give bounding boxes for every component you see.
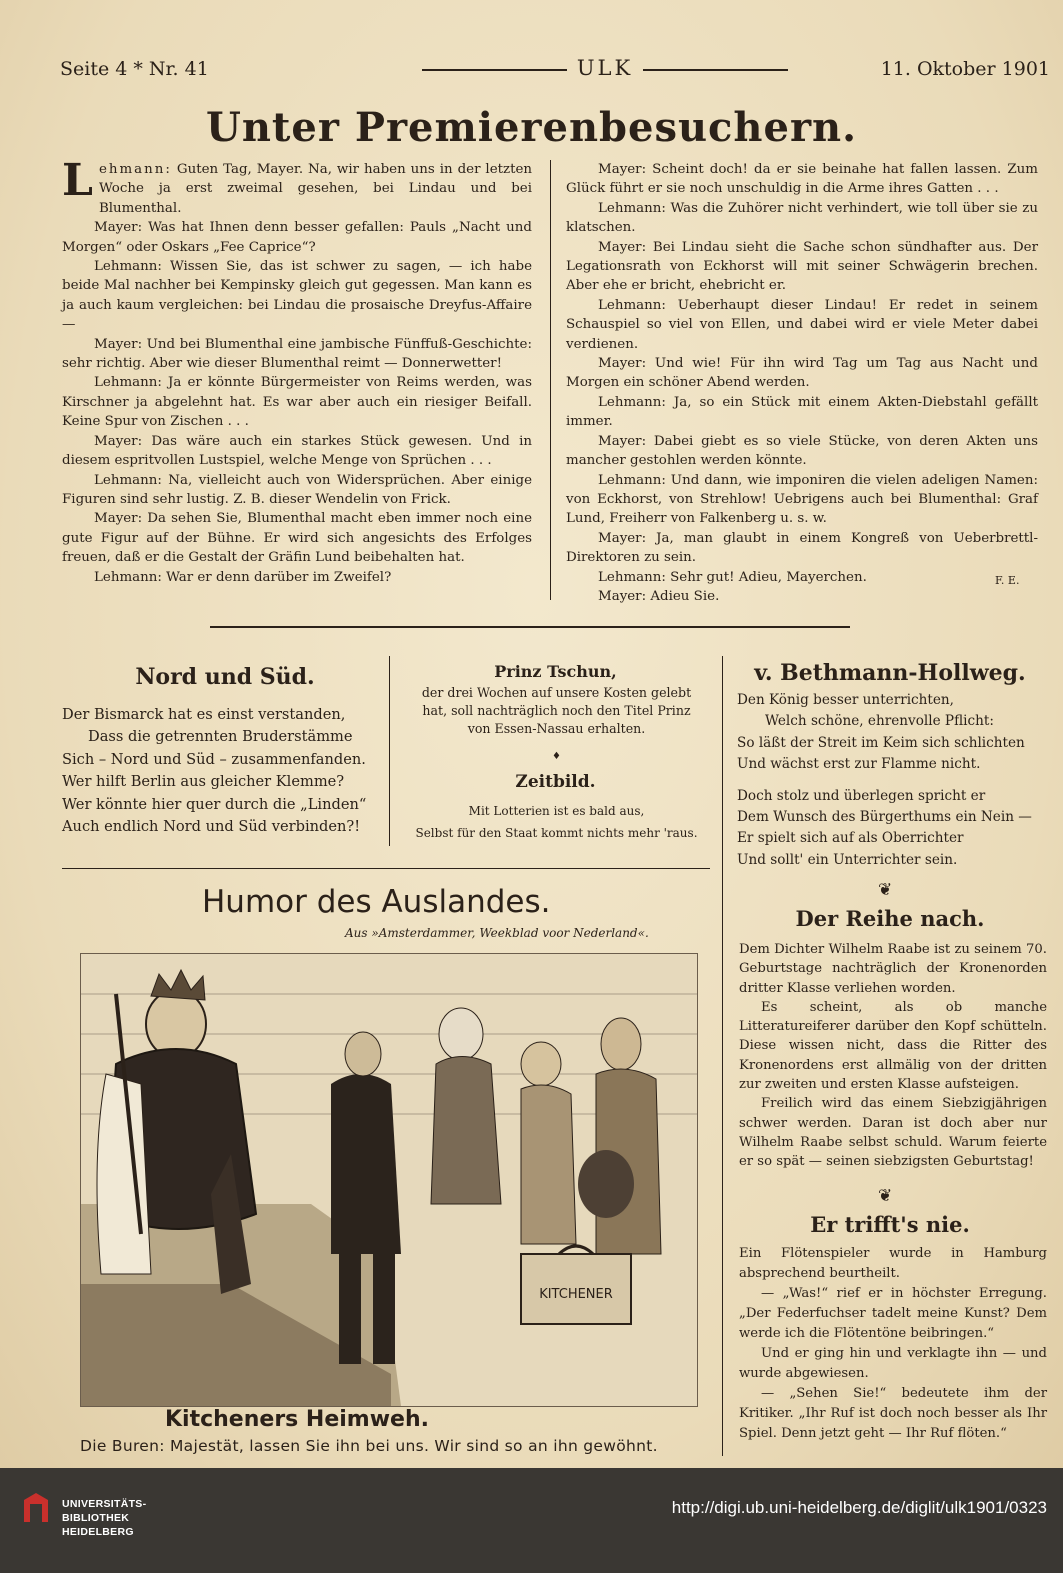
page-header (60, 56, 1050, 92)
cartoon-drawing (81, 954, 697, 1406)
cartoon-title: Kitcheners Heimweh. (165, 1407, 429, 1432)
speaker: ehmann: (98, 162, 172, 177)
cartoon-illustration (80, 953, 698, 1407)
library-logo-icon (16, 1488, 56, 1532)
poem-line: Den König besser unterrichten, (737, 692, 954, 708)
poem-line: Doch stolz und überlegen spricht er (737, 787, 986, 804)
paragraph: Mayer: Dabei giebt es so viele Stücke, von deren Akten uns mancher gestohlen werden könnte. (566, 433, 1038, 469)
poem-line: Auch endlich Nord und Süd verbinden?! (62, 818, 361, 836)
fleuron-ornament: ❦ (878, 880, 893, 900)
poem-line: Und wächst erst zur Flamme nicht. (737, 756, 981, 773)
paragraph: Mayer: Das wäre auch ein starkes Stück gewesen. Und in diesem espritvollen Lustspiel, welche Menge von Sprüchen . . . (62, 433, 532, 469)
paragraph: Mayer: Scheint doch! da er sie beinahe hat fallen lassen. Zum Glück führt er sie noch unschuldig in die Arme ihres Gatten . . . (566, 162, 1038, 197)
paragraph: Lehmann: Wissen Sie, das ist schwer zu sagen, — ich habe beide Mal nachher bei Kempinsky gleich gut gegessen. Man kann es ja auch kaum vergleichen: bei Lindau die prosaische Dreyfus-Affaire — (62, 259, 532, 333)
poem-title-bethmann: v. Bethmann-Hollweg. (754, 660, 1026, 686)
issue-date: 11. Oktober 1901 (880, 58, 1050, 80)
section-divider (210, 626, 850, 628)
poem-line: Wer hilft Berlin aus gleicher Klemme? (62, 773, 345, 791)
paragraph: Mayer: Da sehen Sie, Blumenthal macht eben immer noch eine gute Figur auf der Bühne. Er wird sich angesichts des Erfolges freuen, daß er die Gestalt der Gräfin Lund beibehalten hat. (62, 511, 532, 566)
masthead-rule-right (643, 69, 788, 71)
column-divider (550, 160, 551, 600)
source-url-link[interactable]: http://digi.ub.uni-heidelberg.de/diglit/ulk1901/0323 (671, 1498, 1047, 1517)
paragraph: Ein Flötenspieler wurde in Hamburg absprechend beurtheilt. (739, 1246, 1047, 1281)
ornament: ♦ (552, 751, 561, 762)
item-title-zeitbild: Zeitbild. (515, 772, 596, 792)
item-trifft (739, 1244, 1047, 1444)
paragraph: Lehmann: War er denn darüber im Zweifel? (94, 569, 392, 585)
paragraph: Mayer: Adieu Sie. (598, 588, 720, 604)
item-title-reihe: Der Reihe nach. (795, 906, 985, 931)
masthead-title: ULK (576, 56, 634, 80)
item-title-trifft: Er trifft's nie. (810, 1212, 970, 1237)
paragraph: Lehmann: Ueberhaupt dieser Lindau! Er redet in seinem Schauspiel so viel von Ellen, und dabei wird er viele Meter dabei verdienen. (566, 297, 1038, 352)
paragraph: Lehmann: Sehr gut! Adieu, Mayerchen. (598, 569, 867, 585)
paragraph: Mayer: Bei Lindau sieht die Sache schon sündhafter aus. Der Legationsrath von Eckhorst will mit seiner Schwägerin brechen. Aber ehe er bricht, ehebricht er. (566, 239, 1038, 294)
article-column-left (62, 155, 532, 587)
poem-line: Er spielt sich auf als Oberrichter (737, 830, 964, 847)
paragraph: Dem Dichter Wilhelm Raabe ist zu seinem 70. Geburtstage nachträglich der Kronenorden dritter Klasse verliehen worden. (739, 942, 1047, 996)
section-divider (62, 868, 710, 869)
poem-line: Sich – Nord und Süd – zusammenfanden. (62, 750, 366, 768)
poem-line: Dass die getrennten Bruderstämme (88, 728, 353, 746)
paragraph: Lehmann: Ja, so ein Stück mit einem Akten-Diebstahl gefällt immer. (566, 394, 1038, 430)
fleuron-ornament: ❦ (878, 1186, 893, 1206)
item-prinz-tschun: der drei Wochen auf unsere Kosten gelebt hat, soll nachträglich noch den Titel Prinz von Essen-Nassau erhalten. (421, 685, 692, 736)
footer-bar (0, 1468, 1063, 1573)
suitcase-label: KITCHENER (539, 1287, 613, 1302)
poem-line: Der Bismarck hat es einst verstanden, (62, 706, 346, 723)
item-title-prinz-tschun: Prinz Tschun, (494, 662, 617, 681)
poem-line: Dem Wunsch des Bürgerthums ein Nein — (737, 809, 1032, 826)
masthead-rule-left (422, 69, 567, 71)
cartoon-caption: Die Buren: Majestät, lassen Sie ihn bei uns. Wir sind so an ihn gewöhnt. (80, 1437, 658, 1455)
paragraph: Lehmann: Ja er könnte Bürgermeister von Reims werden, was Kirschner ja abgelehnt hat. Es war aber auch ein riesiger Beifall. Keine Spur von Zischen . . . (62, 375, 532, 430)
item-zeitbild: Mit Lotterien ist es bald aus, Selbst für den Staat kommt nichts mehr 'raus. (415, 804, 698, 840)
paragraph: Mayer: Und bei Blumenthal eine jambische Fünffuß-Geschichte: sehr richtig. Aber wie dieser Blumenthal reimt — Donnerwetter! (62, 336, 532, 372)
paragraph: Und er ging hin und verklagte ihn — und wurde abgewiesen. (739, 1346, 1047, 1381)
paragraph: Es scheint, als ob manche Litteratureiferer darüber den Kopf schütteln. Diese wissen nicht, dass die Ritter des Kronenordens erst allmälig von der dritten zur zweiten und ersten Klasse aufsteigen. (739, 999, 1047, 1093)
paragraph: Mayer: Und wie! Für ihn wird Tag um Tag aus Nacht und Morgen ein schöner Abend werden. (566, 356, 1038, 391)
paragraph: Mayer: Was hat Ihnen denn besser gefallen: Pauls „Nacht und Morgen“ oder Oskars „Fee Caprice“? (62, 220, 532, 255)
poem-line: Welch schöne, ehrenvolle Pflicht: (765, 713, 994, 730)
paragraph: Lehmann: Und dann, wie imponiren die vielen adeligen Namen: von Eckhorst, von Strehlow! Uebrigens auch bei Blumenthal: Graf Lund, Freiherr von Falkenberg u. s. w. (566, 472, 1038, 527)
author-signature: F. E. (995, 574, 1020, 587)
poem-bethmann (737, 690, 1052, 871)
drop-cap: L (62, 155, 93, 206)
article-title: Unter Premierenbesuchern. (205, 104, 858, 151)
library-name: UNIVERSITÄTS- BIBLIOTHEK HEIDELBERG (62, 1498, 147, 1538)
item-reihe (739, 940, 1047, 1172)
poem-title-nord-sued: Nord und Süd. (135, 664, 315, 690)
paragraph: — „Sehen Sie!“ bedeutete ihm der Kritiker. „Ihr Ruf ist doch noch besser als Ihr Spiel. Denn jetzt geht — Ihr Ruf flöten.“ (739, 1386, 1047, 1441)
paragraph: Lehmann: Was die Zuhörer nicht verhindert, wie toll über sie zu klatschen. (566, 200, 1038, 236)
paragraph: — „Was!“ rief er in höchster Erregung. „Der Federfuchser tadelt meine Kunst? Dem werde ich die Flötentöne beibringen.“ (739, 1286, 1047, 1341)
paragraph: Lehmann: Guten Tag, Mayer. Na, wir haben uns in der letzten Woche ja erst zweimal gesehen, bei Lindau und bei Blumenthal. (62, 155, 532, 216)
poem-line: Wer könnte hier quer durch die „Linden“ (62, 795, 367, 813)
column-divider (722, 656, 723, 1456)
column-divider (389, 656, 390, 846)
poem-line: Und sollt' ein Unterrichter sein. (737, 851, 958, 868)
paragraph: Mayer: Ja, man glaubt in einem Kongreß von Ueberbrettl-Direktoren zu sein. (566, 530, 1038, 566)
masthead (405, 56, 805, 80)
paragraph: Freilich wird das einem Siebzigjährigen schwer werden. Daran ist doch aber nur Wilhelm Raabe selbst schuld. Warum feierte er so spät — seinen siebzigsten Geburtstag! (739, 1096, 1047, 1170)
page-number: Seite 4 * Nr. 41 (60, 58, 209, 80)
source-credit: Aus »Amsterdammer, Weekblad voor Nederland«. (345, 926, 649, 940)
poem-nord-sued (62, 704, 384, 838)
article-column-right (566, 160, 1038, 606)
paragraph: Lehmann: Na, vielleicht auch von Widersprüchen. Aber einige Figuren sind sehr lustig. Z. B. dieser Wendelin von Frick. (62, 472, 532, 507)
section-title-humor: Humor des Auslandes. (202, 884, 551, 920)
poem-line: So läßt der Streit im Keim sich schlichten (737, 734, 1025, 751)
